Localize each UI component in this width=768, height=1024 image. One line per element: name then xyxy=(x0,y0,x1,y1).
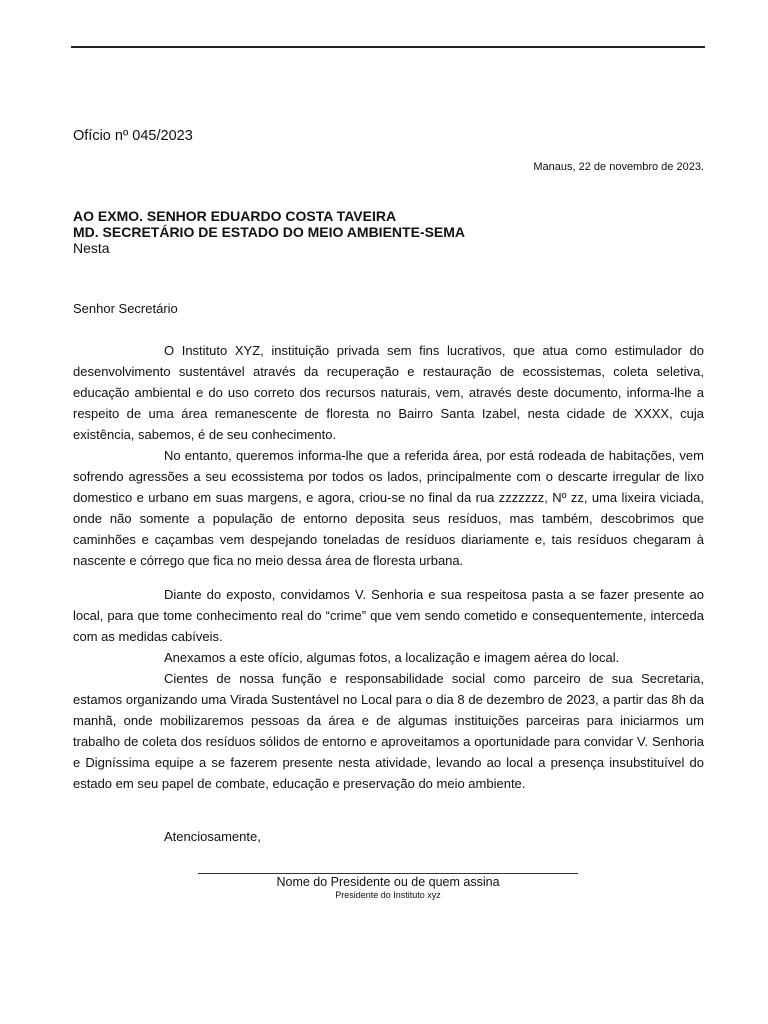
paragraph-event: Cientes de nossa função e responsabilidade social como parceiro de sua Secretaria, estamos organizando uma Virada Sustentável no Local para o dia 8 de dezembro de 2023, a partir das 8h da manhã, onde mobilizaremos pessoas da área e de algumas instituições parceiras para iniciarmos um trabalho de coleta dos resíduos sólidos de entorno e aproveitamos a oportunidade para convidar V. Senhoria e Digníssima equipe a se fazerem presente nesta atividade, levando ao local a presença insubstituível do estado em seu papel de combate, educação e preservação do meio ambiente. xyxy=(73,671,704,791)
signer-title: Presidente do Instituto xyz xyxy=(335,890,441,900)
closing: Atenciosamente, xyxy=(164,829,261,844)
signature-block xyxy=(198,868,578,900)
paragraph-attachments: Anexamos a este ofício, algumas fotos, a localização e imagem aérea do local. xyxy=(164,650,620,665)
signer-name: Nome do Presidente ou de quem assina xyxy=(276,875,500,889)
addressee-name: AO EXMO. SENHOR EDUARDO COSTA TAVEIRA xyxy=(73,208,397,224)
salutation: Senhor Secretário xyxy=(73,301,178,316)
addressee-location: Nesta xyxy=(73,240,110,256)
letter-body xyxy=(73,340,704,794)
date-line: Manaus, 22 de novembro de 2023. xyxy=(533,161,704,173)
signature-line xyxy=(198,873,578,874)
paragraph-problem: No entanto, queremos informa-lhe que a referida área, por está rodeada de habitações, vem sofrendo agressões a seu ecossistema por todos os lados, principalmente com o descarte irregular de lixo domestico e urbano em suas margens, e agora, criou-se no final da rua zzzzzzz, Nº zz, uma lixeira viciada, onde não somente a população de entorno deposita seus resíduos, mas também, descobrimos que caminhões e caçambas vem despejando toneladas de resíduos diariamente e, tais resíduos chegaram à nascente e córrego que fica no meio dessa área de floresta urbana. xyxy=(73,448,704,568)
addressee-title: MD. SECRETÁRIO DE ESTADO DO MEIO AMBIENTE-SEMA xyxy=(73,224,466,240)
paragraph-intro: O Instituto XYZ, instituição privada sem fins lucrativos, que atua como estimulador do desenvolvimento sustentável através da recuperação e restauração de ecossistemas, coleta seletiva, educação ambiental e do uso correto dos recursos naturais, vem, através deste documento, informa-lhe a respeito de uma área remanescente de floresta no Bairro Santa Izabel, nesta cidade de XXXX, cuja existência, sabemos, é de seu conhecimento. xyxy=(73,343,704,442)
header-rule xyxy=(71,46,705,48)
oficio-number: Ofício nº 045/2023 xyxy=(73,128,193,144)
paragraph-invitation: Diante do exposto, convidamos V. Senhoria e sua respeitosa pasta a se fazer presente ao local, para que tome conhecimento real do “crime” que vem sendo cometido e consequentemente, interceda com as medidas cabíveis. xyxy=(73,587,704,644)
addressee-block xyxy=(73,208,713,256)
